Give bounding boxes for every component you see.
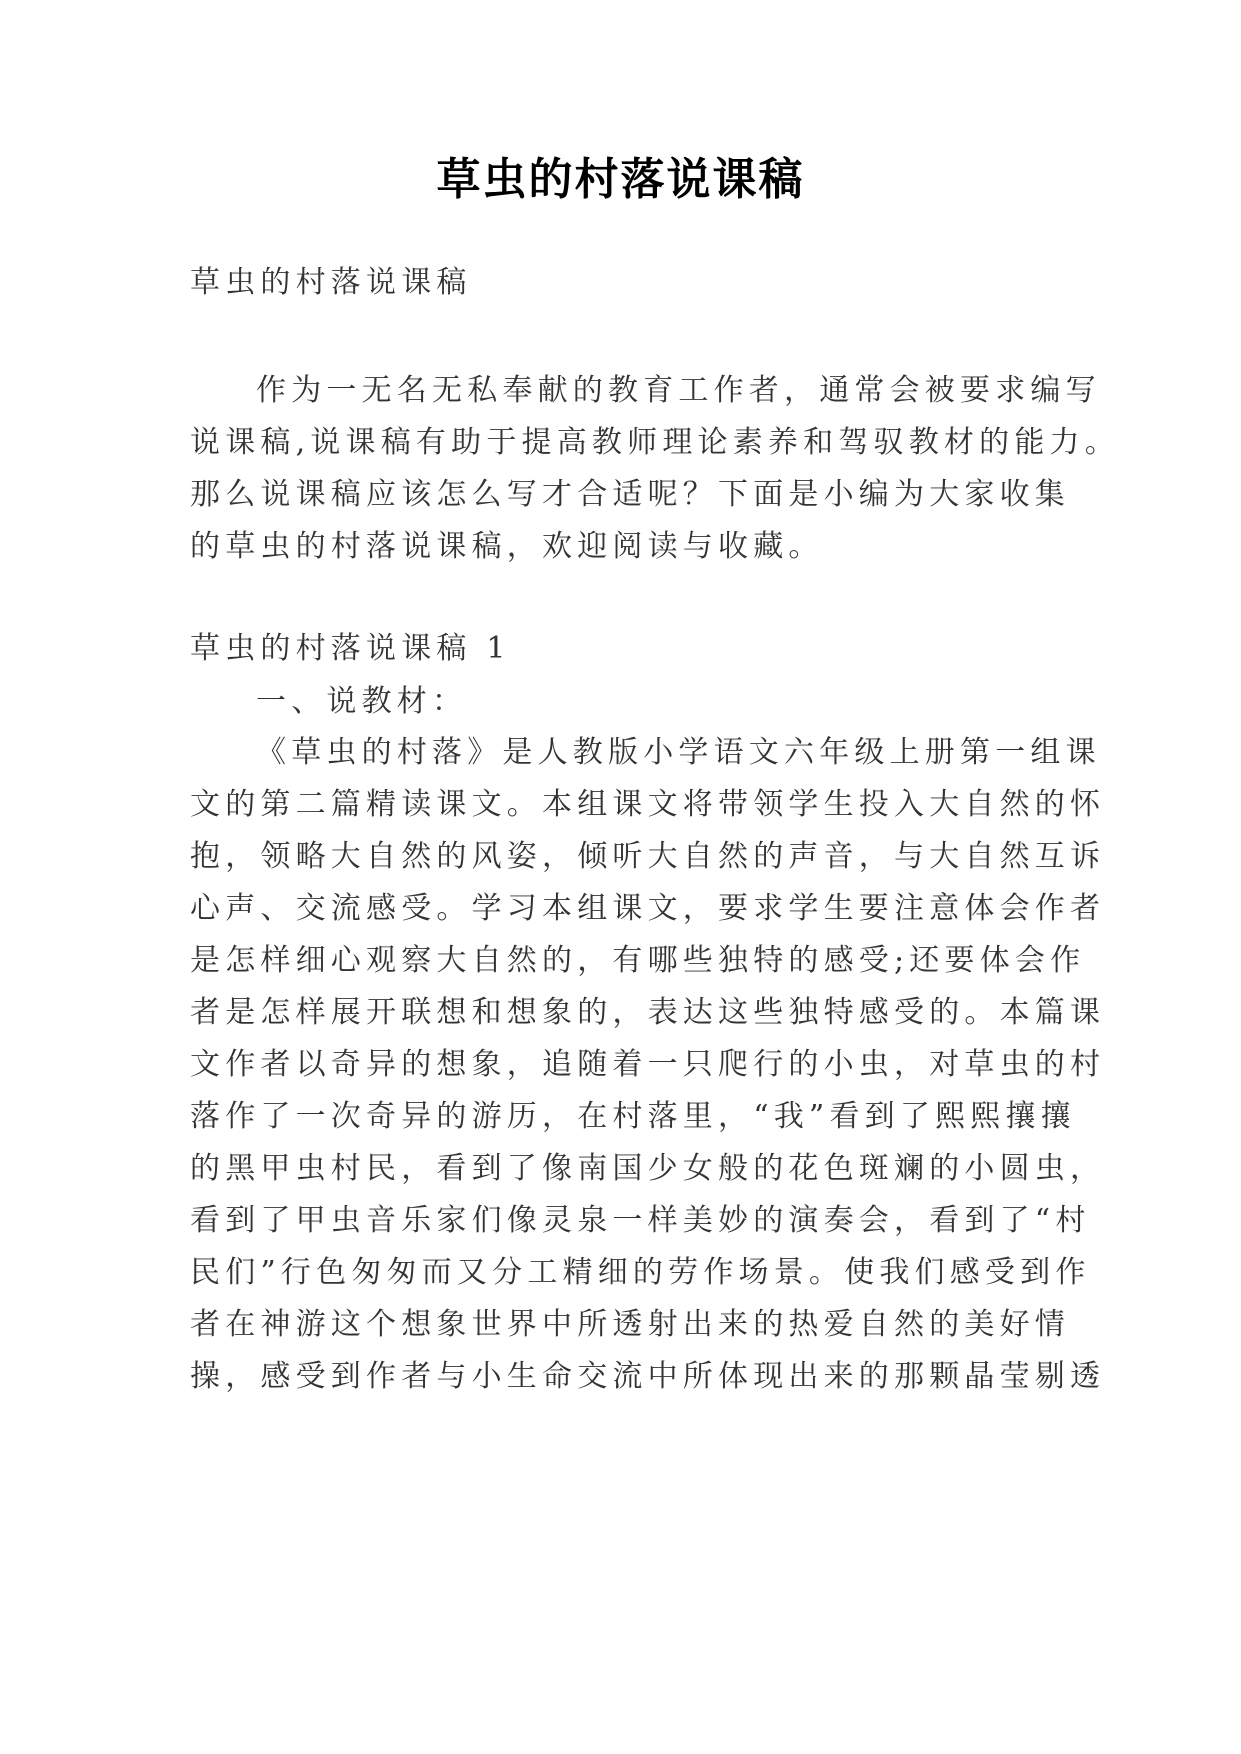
body-line: 文作者以奇异的想象，追随着一只爬行的小虫，对草虫的村 — [190, 1047, 1106, 1082]
document-title: 草虫的村落说课稿 — [436, 154, 805, 205]
intro-line: 说课稿,说课稿有助于提高教师理论素养和驾驭教材的能力。 — [190, 425, 1120, 460]
document-subtitle: 草虫的村落说课稿 — [190, 265, 472, 300]
body-line: 《草虫的村落》是人教版小学语文六年级上册第一组课 — [256, 735, 1101, 770]
body-line: 者在神游这个想象世界中所透射出来的热爱自然的美好情 — [190, 1307, 1070, 1342]
body-line: 者是怎样展开联想和想象的，表达这些独特感受的。本篇课 — [190, 995, 1106, 1030]
intro-line: 那么说课稿应该怎么写才合适呢？下面是小编为大家收集 — [190, 477, 1070, 512]
body-line: 操，感受到作者与小生命交流中所体现出来的那颗晶莹剔透 — [190, 1359, 1106, 1394]
body-line: 文的第二篇精读课文。本组课文将带领学生投入大自然的怀 — [190, 787, 1106, 822]
body-line: 落作了一次奇异的游历，在村落里，“我”看到了熙熙攘攘 — [190, 1099, 1076, 1134]
body-line: 看到了甲虫音乐家们像灵泉一样美妙的演奏会，看到了“村 — [190, 1203, 1091, 1238]
body-line: 是怎样细心观察大自然的，有哪些独特的感受;还要体会作 — [190, 943, 1086, 978]
body-line: 心声、交流感受。学习本组课文，要求学生要注意体会作者 — [190, 891, 1106, 926]
intro-line: 的草虫的村落说课稿，欢迎阅读与收藏。 — [190, 529, 824, 564]
section-heading: 草虫的村落说课稿 1 — [190, 631, 511, 666]
body-line: 的黑甲虫村民，看到了像南国少女般的花色斑斓的小圆虫， — [190, 1151, 1106, 1186]
sub-heading: 一、说教材： — [256, 684, 468, 719]
body-line: 民们”行色匆匆而又分工精细的劳作场景。使我们感受到作 — [190, 1255, 1091, 1290]
body-line: 抱，领略大自然的风姿，倾听大自然的声音，与大自然互诉 — [190, 839, 1106, 874]
intro-line: 作为一无名无私奉献的教育工作者，通常会被要求编写 — [256, 373, 1101, 408]
